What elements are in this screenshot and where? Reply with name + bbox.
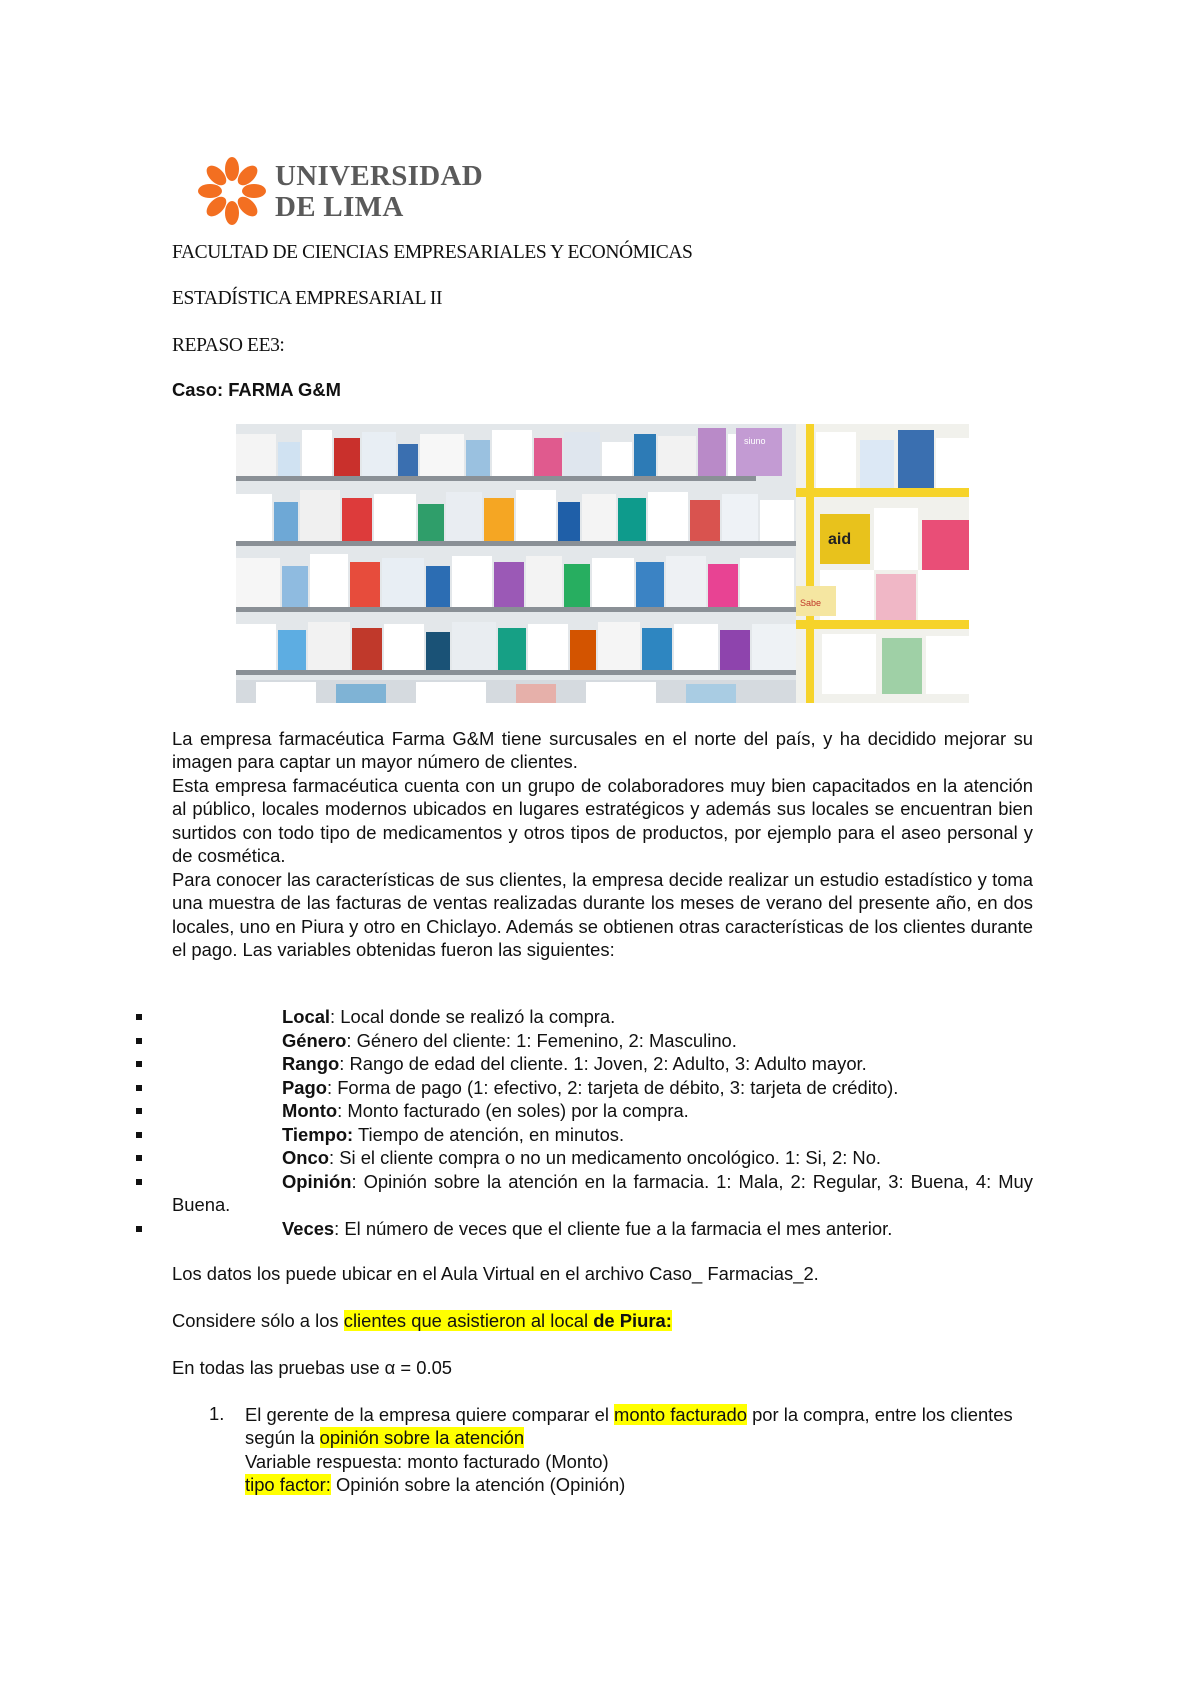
university-star-icon	[196, 155, 268, 227]
variable-item-veces: Veces: El número de veces que el cliente fue a la farmacia el mes anterior.	[0, 1217, 1033, 1241]
intro-paragraph-1: La empresa farmacéutica Farma G&M tiene surcusales en el norte del país, y ha decidido mejorar su imagen para captar un mayor número de clientes.	[172, 728, 1033, 773]
photo-box-label-siuno: siuno	[744, 436, 766, 446]
variables-list	[0, 1005, 1200, 1240]
bullet-square-icon	[136, 1108, 142, 1114]
pharmacy-shelves-illustration	[236, 424, 969, 703]
question-1-body: El gerente de la empresa quiere comparar el monto facturado por la compra, entre los clientes según la opinión sobre la atención Variable respuesta: monto facturado (Monto) tipo factor: Opinión sobre la atención (Opinión)	[245, 1404, 1013, 1496]
case-title: Caso: FARMA G&M	[172, 379, 341, 400]
factor-label: tipo factor:	[245, 1474, 331, 1496]
intro-paragraph-3: Para conocer las características de sus clientes, la empresa decide realizar un estudio estadístico y toma una muestra de las facturas de ventas realizadas durante los meses de verano del presente año, en dos locales, uno en Piura y otro en Chiclayo. Además se obtienen otras características de los clientes durante el pago. Las variables obtenidas fueron las siguientes:	[172, 869, 1033, 961]
university-logo	[196, 155, 486, 227]
logo-line-1: UNIVERSIDAD	[275, 160, 483, 192]
bullet-square-icon	[136, 1155, 142, 1161]
logo-wordmark	[275, 161, 483, 223]
data-location-note: Los datos los puede ubicar en el Aula Virtual en el archivo Caso_ Farmacias_2.	[172, 1263, 819, 1284]
highlight-monto: monto facturado	[614, 1404, 747, 1425]
bullet-square-icon	[136, 1132, 142, 1138]
variable-item-local: Local: Local donde se realizó la compra.	[0, 1005, 1033, 1029]
logo-line-2: DE LIMA	[275, 191, 404, 223]
question-number: 1.	[209, 1403, 225, 1424]
bullet-square-icon	[136, 1038, 142, 1044]
variable-item-monto: Monto: Monto facturado (en soles) por la compra.	[0, 1099, 1033, 1123]
variable-item-opinion: Opinión: Opinión sobre la atención en la farmacia. 1: Mala, 2: Regular, 3: Buena, 4: Muy Buena.	[0, 1170, 1033, 1217]
course-heading: ESTADÍSTICA EMPRESARIAL II	[172, 288, 443, 309]
consider-note: Considere sólo a los clientes que asistieron al local de Piura:	[172, 1310, 672, 1331]
alpha-note: En todas las pruebas use α = 0.05	[172, 1357, 453, 1378]
consider-highlight: clientes que asistieron al local de Piura:	[343, 1310, 672, 1331]
photo-box-label-sabe: Sabe	[800, 598, 822, 608]
bullet-square-icon	[136, 1179, 142, 1185]
factor-text: Opinión sobre la atención (Opinión)	[330, 1474, 626, 1496]
bullet-square-icon	[136, 1014, 142, 1020]
variable-item-tiempo: Tiempo: Tiempo de atención, en minutos.	[0, 1123, 1033, 1147]
bullet-square-icon	[136, 1226, 142, 1232]
photo-box-label-aid: aid	[828, 531, 852, 548]
variable-item-genero: Género: Género del cliente: 1: Femenino, 2: Masculino.	[0, 1029, 1033, 1053]
bullet-square-icon	[136, 1085, 142, 1091]
variable-item-onco: Onco: Si el cliente compra o no un medicamento oncológico. 1: Si, 2: No.	[0, 1146, 1033, 1170]
bullet-square-icon	[136, 1061, 142, 1067]
faculty-heading: FACULTAD DE CIENCIAS EMPRESARIALES Y ECONÓMICAS	[172, 242, 693, 263]
review-heading: REPASO EE3:	[172, 335, 285, 356]
pharmacy-shelves-photo	[236, 424, 969, 703]
intro-paragraph-2: Esta empresa farmacéutica cuenta con un grupo de colaboradores muy bien capacitados en la atención al público, locales modernos ubicados en lugares estratégicos y además sus locales se encuentran bien surtidos con todo tipo de medicamentos y otros tipos de productos, por ejemplo para el aseo personal y de cosmética.	[172, 775, 1033, 867]
highlight-opinion: opinión sobre la atención	[319, 1427, 525, 1449]
variable-item-pago: Pago: Forma de pago (1: efectivo, 2: tarjeta de débito, 3: tarjeta de crédito).	[0, 1076, 1033, 1100]
response-variable-line: Variable respuesta: monto facturado (Monto)	[245, 1450, 609, 1472]
variable-item-rango: Rango: Rango de edad del cliente. 1: Joven, 2: Adulto, 3: Adulto mayor.	[0, 1052, 1033, 1076]
